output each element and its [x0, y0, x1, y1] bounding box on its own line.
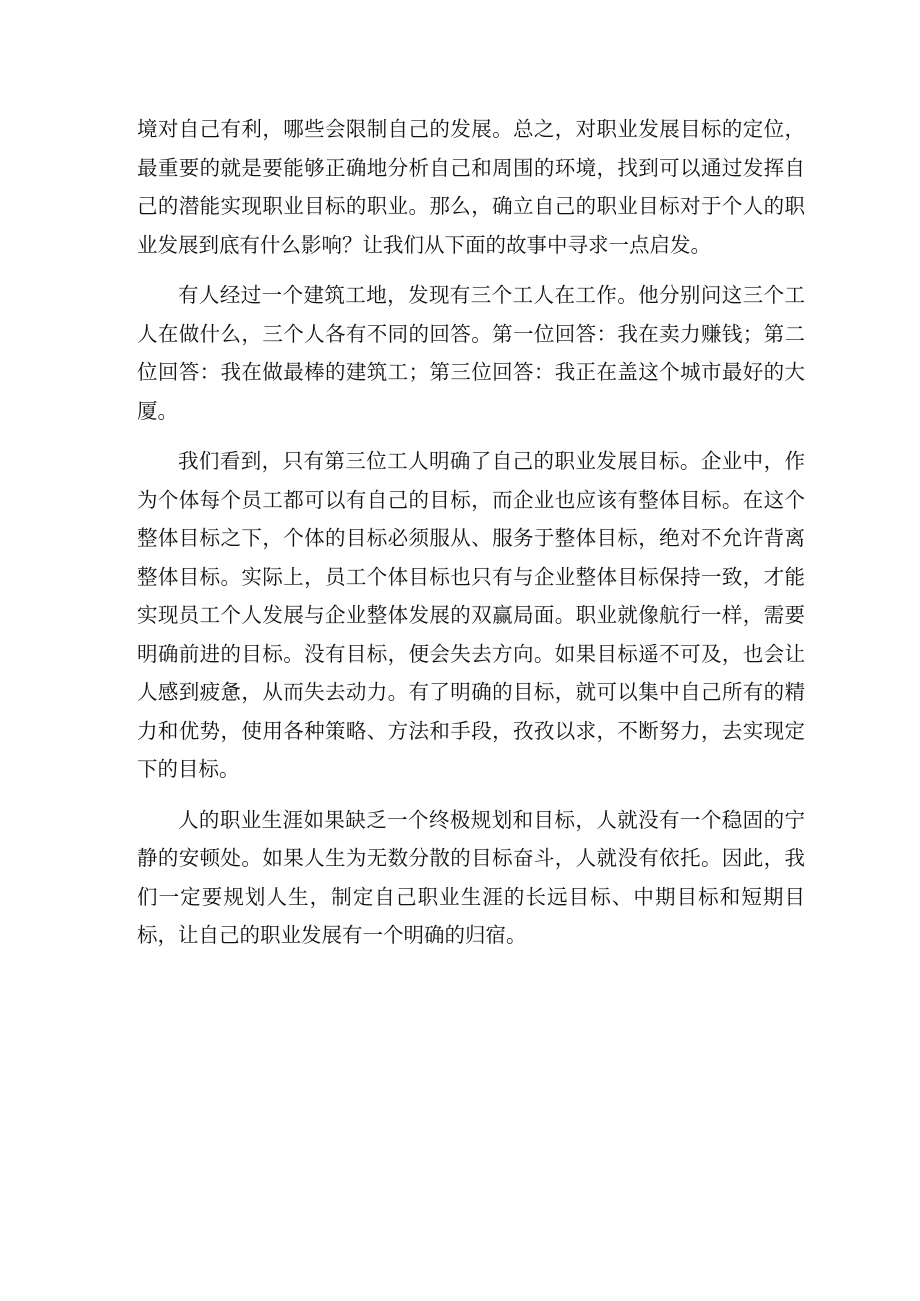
paragraph-three-workers-story: 有人经过一个建筑工地，发现有三个工人在工作。他分别问这三个工人在做什么，三个人各有不同的回答。第一位回答：我在卖力赚钱；第二位回答：我在做最棒的建筑工；第三位回答：我正在盖这个城市最好的大厦。: [137, 283, 805, 423]
paragraph-continuation: 境对自己有利，哪些会限制自己的发展。总之，对职业发展目标的定位，最重要的就是要能够正确地分析自己和周围的环境，找到可以通过发挥自己的潜能实现职业目标的职业。那么，确立自己的职业目标对于个人的职业发展到底有什么影响？让我们从下面的故事中寻求一点启发。: [137, 117, 805, 257]
paragraph-career-planning-conclusion: 人的职业生涯如果缺乏一个终极规划和目标，人就没有一个稳固的宁静的安顿处。如果人生为无数分散的目标奋斗，人就没有依托。因此，我们一定要规划人生，制定自己职业生涯的长远目标、中期目标和短期目标，让自己的职业发展有一个明确的归宿。: [137, 807, 805, 947]
document-body: [137, 110, 805, 967]
paragraph-career-goal-analysis: 我们看到，只有第三位工人明确了自己的职业发展目标。企业中，作为个体每个员工都可以有自己的目标，而企业也应该有整体目标。在这个整体目标之下，个体的目标必须服从、服务于整体目标，绝对不允许背离整体目标。实际上，员工个体目标也只有与企业整体目标保持一致，才能实现员工个人发展与企业整体发展的双赢局面。职业就像航行一样，需要明确前进的目标。没有目标，便会失去方向。如果目标遥不可及，也会让人感到疲惫，从而失去动力。有了明确的目标，就可以集中自己所有的精力和优势，使用各种策略、方法和手段，孜孜以求，不断努力，去实现定下的目标。: [137, 449, 805, 781]
